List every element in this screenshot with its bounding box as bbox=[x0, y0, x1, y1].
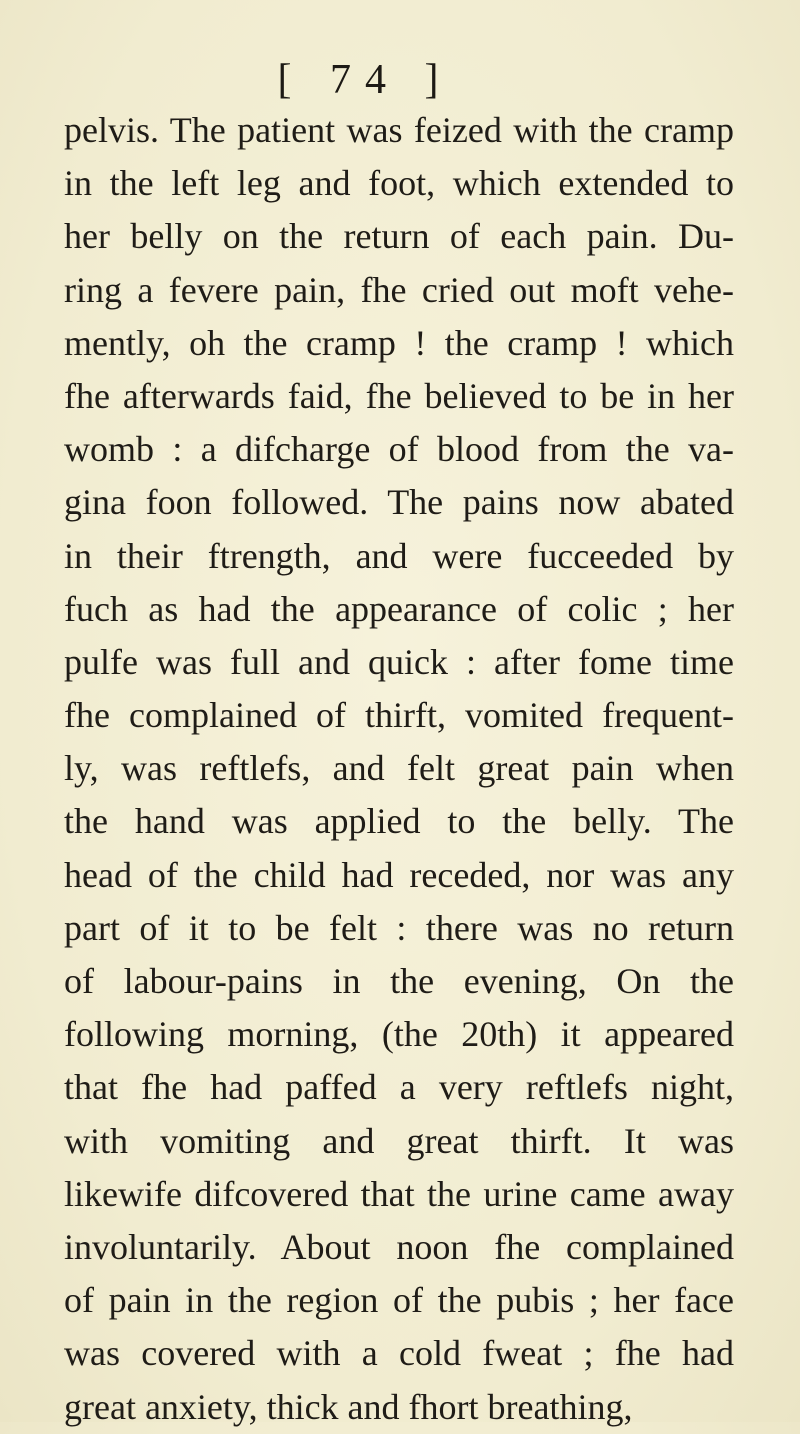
text-line: of pain in the region of the pubis ; her face bbox=[64, 1280, 734, 1321]
body-text bbox=[64, 104, 734, 1434]
text-line: following morning, (the 20th) it appeared bbox=[64, 1014, 734, 1055]
text-line: pelvis. The patient was feized with the cramp bbox=[64, 110, 734, 150]
text-line: likewife difcovered that the urine came away bbox=[64, 1173, 734, 1214]
text-line: in the left leg and foot, which extended to bbox=[64, 163, 734, 204]
text-line: her belly on the return of each pain. Du- bbox=[64, 216, 734, 257]
text-line: part of it to be felt : there was no return bbox=[64, 907, 734, 948]
text-line: ring a fevere pain, fhe cried out moft vehe- bbox=[64, 269, 734, 310]
text-line: was covered with a cold fweat ; fhe had bbox=[64, 1333, 734, 1374]
text-line: fhe afterwards faid, fhe believed to be in her bbox=[64, 375, 734, 416]
text-line: fhe complained of thirft, vomited frequent- bbox=[64, 695, 734, 736]
text-line: great anxiety, thick and fhort breathing, bbox=[64, 1386, 633, 1427]
text-line: involuntarily. About noon fhe complained bbox=[64, 1226, 734, 1267]
text-line: head of the child had receded, nor was any bbox=[64, 854, 734, 895]
text-line: gina foon followed. The pains now abated bbox=[64, 482, 734, 523]
text-line: womb : a difcharge of blood from the va- bbox=[64, 429, 734, 470]
text-line: of labour-pains in the evening, On the bbox=[64, 961, 734, 1001]
text-line: the hand was applied to the belly. The bbox=[64, 801, 734, 842]
page-number: [ 74 ] bbox=[277, 57, 453, 103]
text-line: in their ftrength, and were fucceeded by bbox=[64, 535, 734, 576]
text-line: that fhe had paffed a very reftlefs night, bbox=[64, 1067, 734, 1108]
text-line: with vomiting and great thirft. It was bbox=[64, 1120, 734, 1161]
text-line: mently, oh the cramp ! the cramp ! which bbox=[64, 322, 734, 363]
text-line: pulfe was full and quick : after fome time bbox=[64, 641, 734, 682]
text-line: fuch as had the appearance of colic ; her bbox=[64, 588, 734, 629]
text-line: ly, was reftlefs, and felt great pain when bbox=[64, 748, 734, 789]
